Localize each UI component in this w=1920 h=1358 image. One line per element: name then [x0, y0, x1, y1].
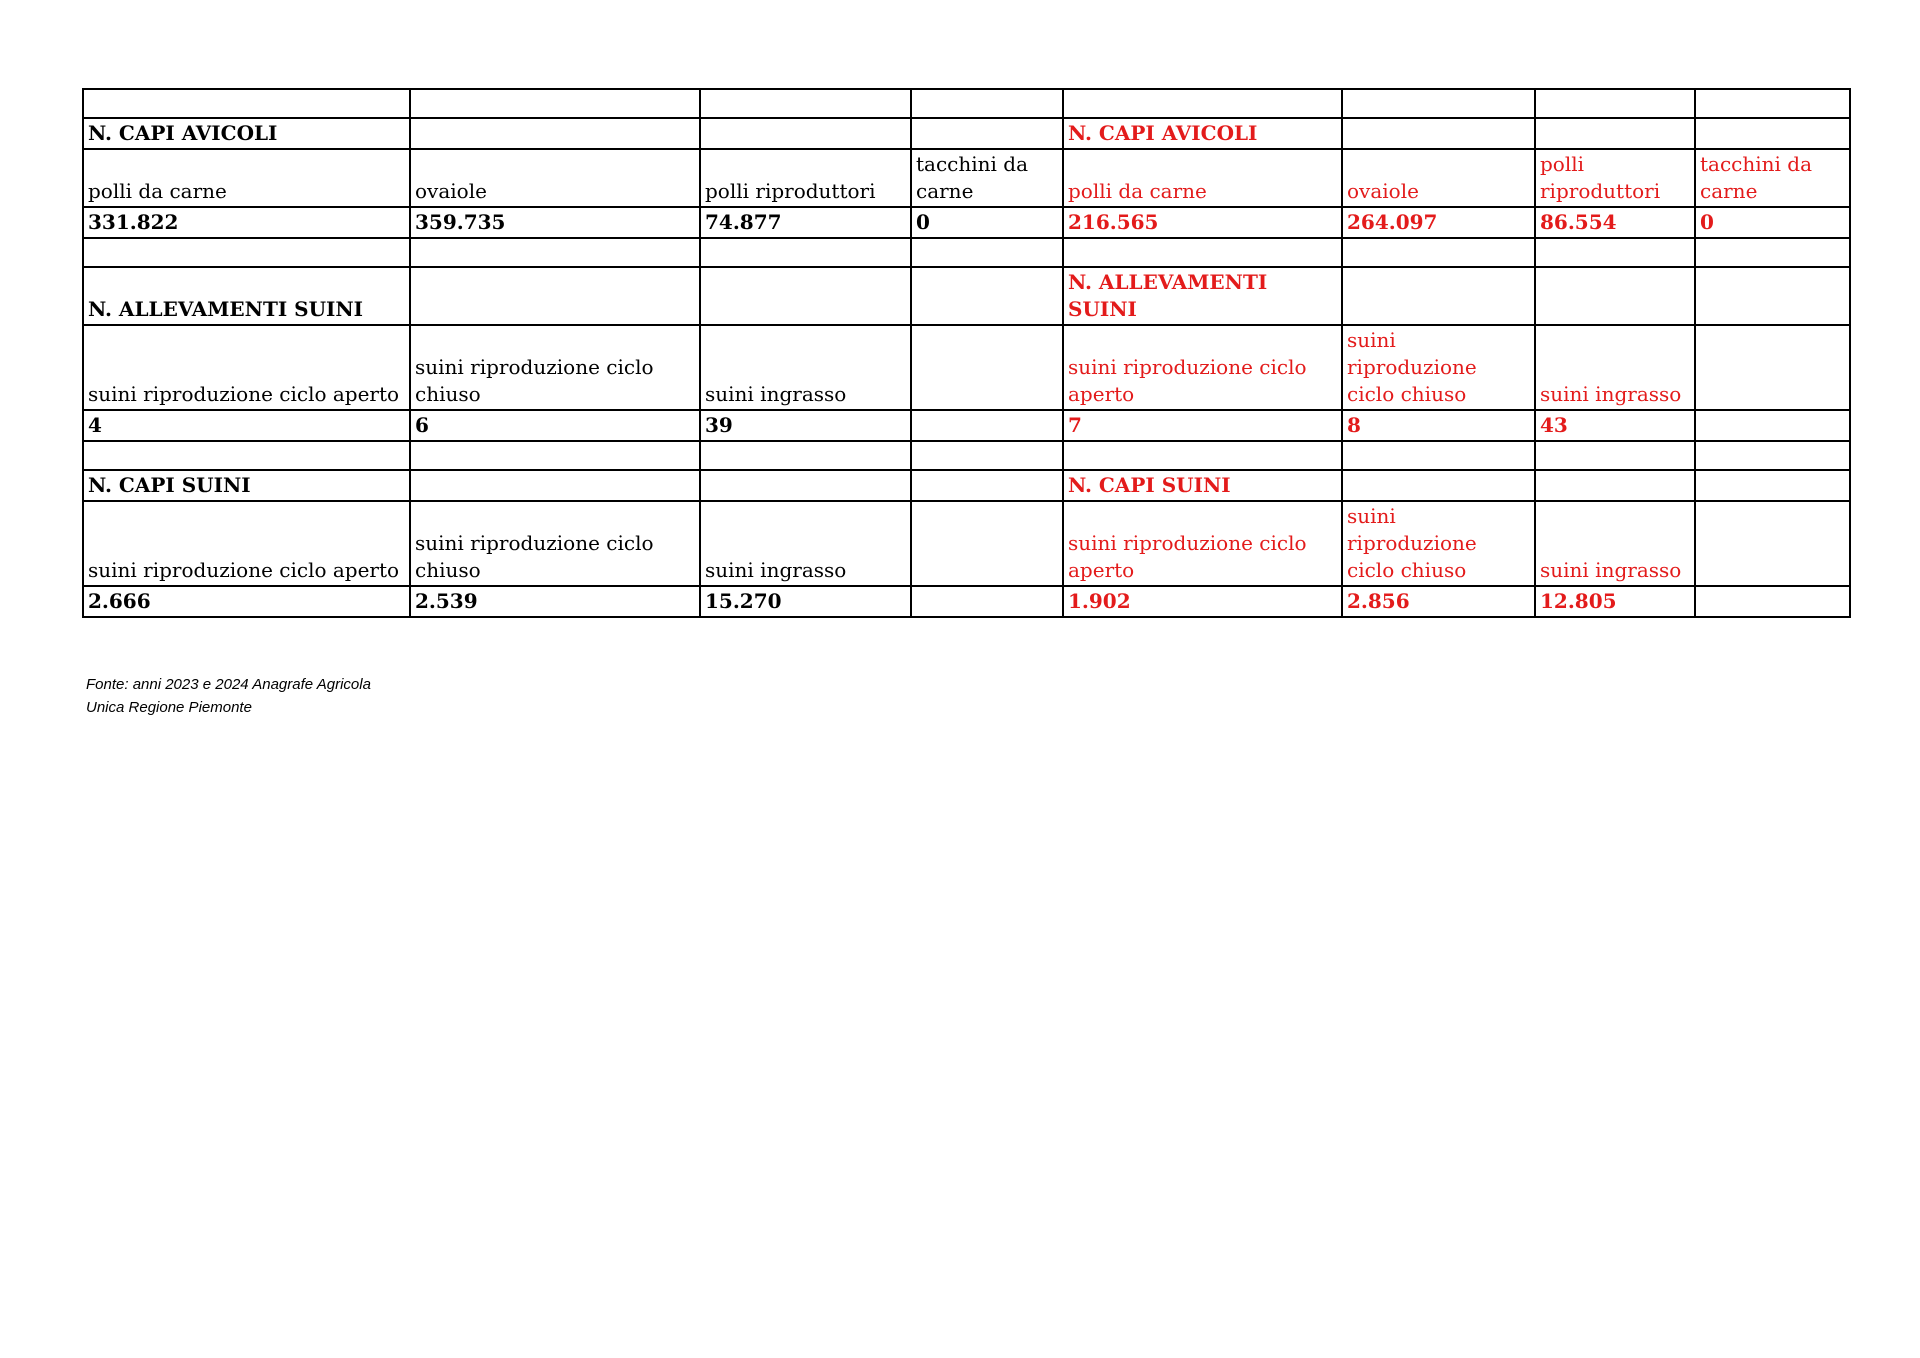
header-cell: polli riproduttori — [700, 149, 911, 207]
value-cell: 7 — [1063, 410, 1342, 441]
header-cell: suini riproduzione ciclo chiuso — [410, 501, 700, 586]
value-cell: 2.856 — [1342, 586, 1535, 617]
table-row-headers — [83, 501, 1850, 586]
header-cell: ovaiole — [410, 149, 700, 207]
header-cell: suini ingrasso — [1535, 501, 1695, 586]
header-cell: suini riproduzione ciclo aperto — [83, 325, 410, 410]
value-cell: 15.270 — [700, 586, 911, 617]
header-cell: suini riproduzione ciclo aperto — [83, 501, 410, 586]
value-cell: 264.097 — [1342, 207, 1535, 238]
table-row-blank — [83, 238, 1850, 267]
header-cell: suini ingrasso — [1535, 325, 1695, 410]
value-cell: 2.666 — [83, 586, 410, 617]
value-cell: 2.539 — [410, 586, 700, 617]
value-cell: 12.805 — [1535, 586, 1695, 617]
header-cell: polli da carne — [1063, 149, 1342, 207]
value-cell: 74.877 — [700, 207, 911, 238]
livestock-table — [82, 88, 1851, 618]
table-row-blank — [83, 441, 1850, 470]
value-cell: 43 — [1535, 410, 1695, 441]
value-cell: 4 — [83, 410, 410, 441]
header-cell: ovaiole — [1342, 149, 1535, 207]
value-cell: 0 — [911, 207, 1063, 238]
section-title-allevamenti-2023: N. ALLEVAMENTI SUINI — [83, 267, 410, 325]
section-title-avicoli-2024: N. CAPI AVICOLI — [1063, 118, 1342, 149]
table-row-blank — [83, 89, 1850, 118]
table-row-headers — [83, 325, 1850, 410]
value-cell: 0 — [1695, 207, 1850, 238]
section-title-capi-suini-2024: N. CAPI SUINI — [1063, 470, 1342, 501]
source-note-line-1: Fonte: anni 2023 e 2024 Anagrafe Agricola — [86, 676, 371, 693]
section-title-avicoli-2023: N. CAPI AVICOLI — [83, 118, 410, 149]
value-cell: 39 — [700, 410, 911, 441]
value-cell: 331.822 — [83, 207, 410, 238]
table-row-values — [83, 207, 1850, 238]
header-cell: tacchini da carne — [911, 149, 1063, 207]
header-cell: suini riproduzione ciclo chiuso — [1342, 325, 1535, 410]
table-row-values — [83, 586, 1850, 617]
header-cell: suini riproduzione ciclo aperto — [1063, 325, 1342, 410]
section-title-capi-suini-2023: N. CAPI SUINI — [83, 470, 410, 501]
table-row-values — [83, 410, 1850, 441]
value-cell: 6 — [410, 410, 700, 441]
value-cell: 359.735 — [410, 207, 700, 238]
source-note — [86, 673, 371, 719]
header-cell: suini ingrasso — [700, 325, 911, 410]
header-cell: polli da carne — [83, 149, 410, 207]
value-cell: 86.554 — [1535, 207, 1695, 238]
section-title-allevamenti-2024: N. ALLEVAMENTI SUINI — [1063, 267, 1342, 325]
table-row-section-title — [83, 470, 1850, 501]
header-cell: suini riproduzione ciclo chiuso — [1342, 501, 1535, 586]
header-cell: suini riproduzione ciclo chiuso — [410, 325, 700, 410]
value-cell: 216.565 — [1063, 207, 1342, 238]
value-cell: 8 — [1342, 410, 1535, 441]
value-cell: 1.902 — [1063, 586, 1342, 617]
table-row-section-title — [83, 267, 1850, 325]
source-note-line-2: Unica Regione Piemonte — [86, 699, 252, 716]
header-cell: tacchini da carne — [1695, 149, 1850, 207]
header-cell: polli riproduttori — [1535, 149, 1695, 207]
table-row-headers — [83, 149, 1850, 207]
table-row-section-title — [83, 118, 1850, 149]
header-cell: suini riproduzione ciclo aperto — [1063, 501, 1342, 586]
header-cell: suini ingrasso — [700, 501, 911, 586]
